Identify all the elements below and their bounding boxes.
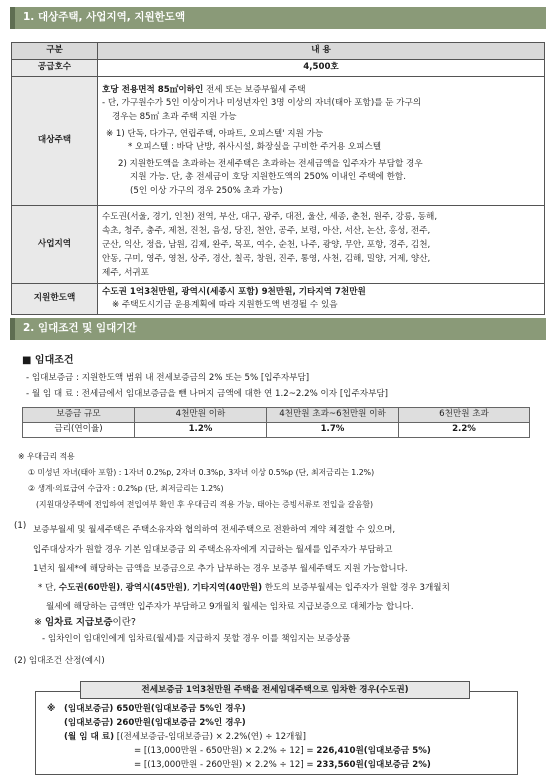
example-line-1: (임대보증금) 650만원(임대보증금 5%인 경우) bbox=[64, 704, 246, 714]
target-housing-content bbox=[98, 77, 545, 206]
rate-header-3: 6천만원 초과 bbox=[399, 408, 530, 423]
guarantee-title bbox=[34, 617, 136, 629]
para-1-line-2: 입주대상자가 원할 경우 기본 임대보증금 외 주택소유자에게 지급하는 월세를 입주자가 부담하고 bbox=[33, 544, 393, 555]
para-1-number: (1) bbox=[14, 521, 27, 531]
para-1-text bbox=[33, 521, 408, 580]
guarantee-term: 임차료 지급보증 bbox=[44, 617, 113, 628]
target-line-2: - 단, 가구원수가 5인 이상이거나 미성년자인 3명 이상의 자녀(태아 포함)를 둔 가구의 bbox=[102, 98, 422, 109]
rate-header-0: 보증금 규모 bbox=[23, 408, 135, 423]
limit-label: 지원한도액 bbox=[12, 284, 98, 315]
preferential-item-1: ① 미성년 자녀(태아 포함) : 1자녀 0.2%p, 2자녀 0.3%p, 3자녀 이상 0.5%p (단, 최저금리는 1.2%) bbox=[28, 468, 375, 477]
target-housing-table bbox=[11, 42, 545, 315]
target-line-6: 2) 지원한도액을 초과하는 전세주택은 초과하는 전세금액을 입주자가 부담할 경우 bbox=[118, 159, 423, 170]
area-limit-text: 호당 전용면적 85㎡이하인 bbox=[102, 85, 204, 96]
calc-2-result: 233,560원(임대보증금 2%) bbox=[316, 760, 431, 770]
region-line-1: 수도권(서울, 경기, 인천) 전역, 부산, 대구, 광주, 대전, 울산, 세종, 춘천, 원주, 강릉, 동해, bbox=[102, 211, 438, 222]
target-line-3: 경우는 85㎡ 초과 주택 지원 가능 bbox=[112, 111, 237, 122]
section-2-header bbox=[10, 318, 546, 340]
section-1-header bbox=[10, 7, 546, 29]
rate-header-2: 4천만원 초과~6천만원 이하 bbox=[267, 408, 399, 423]
monthly-rent-formula: [(전세보증금-임대보증금) × 2.2%(연) ÷ 12개월] bbox=[114, 732, 307, 742]
header-category: 구분 bbox=[12, 43, 98, 60]
note-metro: 광역시(45만원) bbox=[125, 583, 187, 593]
preferential-item-2: ② 생계·의료급여 수급자 : 0.2%p (단, 최저금리는 1.2%) bbox=[28, 484, 224, 493]
example-mark: ※ bbox=[47, 704, 56, 714]
region-content bbox=[98, 206, 545, 284]
preferential-title: ※ 우대금리 적용 bbox=[18, 452, 75, 461]
region-line-2: 속초, 청주, 충주, 제천, 진천, 음성, 당진, 천안, 공주, 보령, 아산, 서산, 논산, 홍성, 전주, bbox=[102, 225, 431, 236]
rate-value-2: 1.7% bbox=[267, 423, 399, 438]
region-label: 사업지역 bbox=[12, 206, 98, 284]
region-line-3: 군산, 익산, 정읍, 남원, 김제, 완주, 목포, 여수, 순천, 나주, 광양, 무안, 포항, 경주, 김천, bbox=[102, 239, 431, 250]
note-rest: 한도의 보증부월세는 입주자가 원할 경우 3개월치 bbox=[262, 583, 450, 593]
note-sep-2: , bbox=[186, 583, 193, 593]
rate-header-1: 4천만원 이하 bbox=[135, 408, 267, 423]
supply-value: 4,500호 bbox=[98, 60, 545, 77]
monthly-cap-note bbox=[38, 579, 450, 617]
rate-value-1: 1.2% bbox=[135, 423, 267, 438]
limit-content bbox=[98, 284, 545, 315]
target-line-7: 지원 가능. 단, 총 전세금이 호당 지원한도액의 250% 이내인 주택에 한함. bbox=[130, 172, 406, 183]
preferential-item-3: (지원대상주택에 전입하여 전입여부 확인 후 우대금리 적용 가능, 태아는 증빙서류로 전입을 갈음함) bbox=[36, 500, 374, 509]
guarantee-desc: - 임차인이 임대인에게 임차료(월세)를 지급하지 못할 경우 이를 책임지는 보증상품 bbox=[42, 634, 351, 644]
example-line-5 bbox=[134, 760, 431, 771]
example-box bbox=[35, 691, 518, 775]
calc-5-formula: = [(13,000만원 - 650만원) × 2.2% ÷ 12] = bbox=[134, 746, 317, 756]
calc-2-formula: = [(13,000만원 - 260만원) × 2.2% ÷ 12] = bbox=[134, 760, 317, 770]
para-2-label: (2) 임대조건 산정(예시) bbox=[14, 656, 105, 666]
note-sep-1: , bbox=[120, 583, 126, 593]
note-other: 기타지역(40만원) bbox=[192, 583, 263, 593]
guarantee-mark: ※ bbox=[34, 617, 45, 628]
para-1-line-3: 1년치 월세*에 해당하는 금액을 보증금으로 추가 납부하는 경우 보증부 월세주택도 지원 가능합니다. bbox=[33, 564, 408, 574]
supply-label: 공급호수 bbox=[12, 60, 98, 77]
guarantee-suffix: 이란? bbox=[112, 617, 136, 628]
example-title: 전세보증금 1억3천만원 주택을 전세임대주택으로 임차한 경우(수도권) bbox=[80, 681, 470, 699]
limit-line-2: ※ 주택도시기금 운용계획에 따라 지원한도액 변경될 수 있음 bbox=[112, 300, 338, 310]
deposit-line: - 임대보증금 : 지원한도액 범위 내 전세보증금의 2% 또는 5% [입주자부담] bbox=[26, 373, 310, 383]
monthly-rent-line: - 월 임 대 료 : 전세금에서 임대보증금을 뺀 나머지 금액에 대한 연 1.2~2.2% 이자 [입주자부담] bbox=[26, 389, 389, 399]
target-line-4: ※ 1) 단독, 다가구, 연립주택, 아파트, 오피스텔' 지원 가능 bbox=[106, 128, 324, 139]
example-line-2: (임대보증금) 260만원(임대보증금 2%인 경우) bbox=[64, 718, 246, 728]
note-capital: 수도권(60만원) bbox=[58, 583, 121, 593]
area-limit-rest: 전세 또는 보증부월세 주택 bbox=[203, 85, 306, 96]
interest-rate-table bbox=[22, 407, 530, 438]
section-2-title: 2. 임대조건 및 임대기간 bbox=[23, 322, 137, 335]
note-prefix: * 단, bbox=[38, 583, 59, 593]
header-content: 내 용 bbox=[98, 43, 545, 60]
region-line-5: 제주, 서귀포 bbox=[102, 267, 149, 278]
example-line-4 bbox=[134, 746, 431, 757]
target-line-5: * 오피스텔 : 바닥 난방, 취사시설, 화장실을 구비한 주거용 오피스텔 bbox=[128, 142, 382, 152]
rate-row-label: 금리(연이율) bbox=[23, 423, 135, 438]
example-line-3 bbox=[64, 732, 306, 743]
calc-5-result: 226,410원(임대보증금 5%) bbox=[316, 746, 431, 756]
rate-value-3: 2.2% bbox=[399, 423, 530, 438]
region-line-4: 안동, 구미, 영주, 영천, 상주, 경산, 칠곡, 창원, 진주, 통영, 사천, 김해, 밀양, 거제, 양산, bbox=[102, 253, 431, 264]
section-1-title: 1. 대상주택, 사업지역, 지원한도액 bbox=[23, 11, 186, 24]
target-line-8: (5인 이상 가구의 경우 250% 초과 가능) bbox=[130, 185, 283, 196]
note-line-2: 월세에 해당하는 금액만 입주자가 부담하고 9개월치 월세는 임차료 지급보증으로 대체가능 합니다. bbox=[46, 602, 414, 612]
target-housing-label: 대상주택 bbox=[12, 77, 98, 206]
monthly-rent-label: (월 임 대 료) bbox=[64, 732, 115, 742]
para-1-line-1: 보증부월세 및 월세주택은 주택소유자와 협의하여 전세주택으로 전환하여 계약 체결할 수 있으며, bbox=[33, 525, 396, 535]
limit-line-1: 수도권 1억3천만원, 광역시(세종시 포함) 9천만원, 기타지역 7천만원 bbox=[102, 287, 366, 297]
rent-conditions-heading: ■ 임대조건 bbox=[22, 355, 74, 366]
